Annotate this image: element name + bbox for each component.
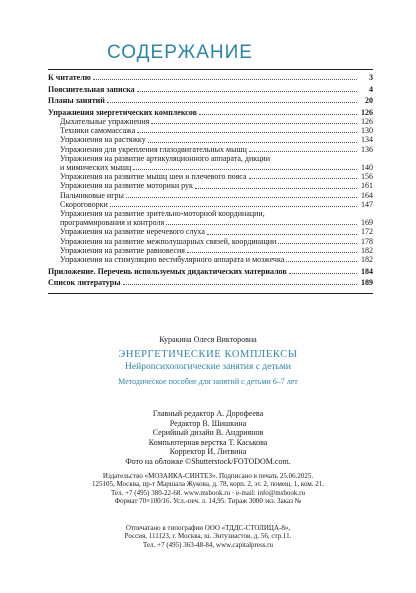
toc-section <box>48 73 373 82</box>
toc-leader-dots <box>249 150 357 152</box>
toc-label: Упражнения энергетических комплексов <box>48 107 197 117</box>
toc-section <box>48 85 373 94</box>
table-of-contents <box>48 73 373 287</box>
credit-line: Корректор И. Литвина <box>169 447 247 457</box>
credit-line: Серийный дизайн В. Андриянов <box>152 428 264 438</box>
credit-line: Редактор В. Шишкина <box>169 418 247 428</box>
printer-line: Тел. +7 (495) 363-48-84, www.capitalpress.ru <box>143 540 273 549</box>
toc-entry <box>48 126 373 135</box>
toc-label: Список литературы <box>48 278 121 288</box>
toc-page-number: 140 <box>361 163 373 172</box>
toc-label: Приложение. Перечень используемых дидактических материалов <box>48 266 287 276</box>
top-rule <box>48 69 373 70</box>
printer-block <box>0 524 416 549</box>
toc-label: Планы занятий <box>48 96 105 106</box>
book-description: Методическое пособие для занятий с детьми 6–7 лет <box>118 377 298 386</box>
toc-leader-dots <box>123 283 358 285</box>
toc-label: Упражнения на развитие неречевого слуха <box>60 227 205 237</box>
toc-page-number: 4 <box>369 84 373 94</box>
toc-page-number: 178 <box>361 236 373 246</box>
toc-page-number: 3 <box>369 73 373 82</box>
toc-entry <box>48 154 373 163</box>
toc-leader-dots <box>187 251 357 253</box>
toc-label: Упражнения для укрепления глазодвигательных мышц <box>60 144 247 154</box>
toc-page-number: 189 <box>361 278 373 288</box>
toc-page-number: 182 <box>361 255 373 265</box>
toc-leader-dots <box>249 177 358 179</box>
toc-leader-dots <box>289 272 357 274</box>
toc-entry <box>48 200 373 209</box>
toc-entry <box>48 237 373 246</box>
toc-entry <box>48 117 373 126</box>
toc-page-number: 172 <box>361 227 373 237</box>
toc-leader-dots <box>148 141 357 143</box>
toc-entry <box>48 227 373 236</box>
toc-page-number: 126 <box>361 116 373 126</box>
toc-label: Пояснительная записка <box>48 84 135 94</box>
toc-page-number: 169 <box>361 218 373 228</box>
toc-label: Упражнения на развитие межполушарных связей, координации <box>60 236 277 246</box>
toc-leader-dots <box>126 196 357 198</box>
credits-block <box>0 409 416 467</box>
toc-label: Упражнения на развитие моторики рук <box>60 181 193 191</box>
toc-label: Упражнения на стимуляцию вестибулярного аппарата и мозжечка <box>60 255 285 265</box>
toc-label: Упражнения на развитие артикуляционного аппарата, дикции <box>60 153 270 163</box>
toc-entry <box>48 172 373 181</box>
toc-entry <box>48 191 373 200</box>
toc-leader-dots <box>110 205 357 207</box>
toc-page-number: 136 <box>361 144 373 154</box>
publisher-line: Издательство «МОЗАИКА-СИНТЕЗ». Подписано в печать 25.06.2025. <box>102 472 314 480</box>
toc-leader-dots <box>286 260 357 262</box>
toc-label: Упражнения на развитие равновесия <box>60 245 185 255</box>
toc-leader-dots <box>133 168 357 170</box>
toc-page-number: 156 <box>361 172 373 182</box>
toc-page-number: 184 <box>361 266 373 276</box>
book-title: ЭНЕРГЕТИЧЕСКИЕ КОМПЛЕКСЫ <box>118 349 298 360</box>
toc-label: Упражнения на развитие мышц шеи и плечевого пояса <box>60 172 247 182</box>
toc-page-number: 20 <box>365 96 373 106</box>
toc-label: Пальчиковые игры <box>60 190 124 200</box>
publisher-line: Тел. +7 (495) 380-22-68. www.msbook.ru · e-mail: info@msbook.ru <box>111 488 305 497</box>
toc-leader-dots <box>93 78 357 80</box>
credit-line: Главный редактор А. Дорофеева <box>152 409 264 418</box>
toc-leader-dots <box>199 113 357 115</box>
toc-label: программирования и контроля <box>60 218 165 228</box>
toc-section <box>48 96 373 105</box>
toc-entry <box>48 246 373 255</box>
toc-leader-dots <box>137 131 357 133</box>
toc-section <box>48 108 373 117</box>
toc-label: и мимических мышц <box>60 163 132 172</box>
credit-line: Компьютерная верстка Т. Каськова <box>148 437 268 447</box>
toc-entry <box>48 135 373 144</box>
toc-leader-dots <box>278 242 357 244</box>
toc-page-number: 147 <box>361 199 373 209</box>
toc-page-number: 126 <box>361 107 373 117</box>
printer-line: Отпечатано в типографии ООО «ТДДС-СТОЛИЦА-8», <box>125 524 291 532</box>
photo-credit: Фото на обложке ©Shutterstock/FOTODOM.com. <box>125 456 291 466</box>
toc-label: К читателю <box>48 73 91 82</box>
toc-leader-dots <box>207 233 357 235</box>
toc-page-number: 161 <box>361 181 373 191</box>
toc-leader-dots <box>195 187 357 189</box>
contents-heading: СОДЕРЖАНИЕ <box>107 42 253 63</box>
toc-section <box>48 278 373 287</box>
publisher-line: Формат 70×100/16. Усл.-печ. л. 14,95. Тираж 3000 экз. Заказ № <box>114 497 302 506</box>
book-subtitle: Нейропсихологические занятия с детьми <box>125 362 291 372</box>
toc-leader-dots <box>151 122 357 124</box>
toc-section <box>48 267 373 276</box>
toc-label: Дыхательные упражнения <box>60 116 150 126</box>
toc-label: Скороговорки <box>60 199 108 209</box>
toc-entry <box>48 218 373 227</box>
toc-page-number: 130 <box>361 126 373 136</box>
toc-page-number: 164 <box>361 190 373 200</box>
toc-entry <box>48 181 373 190</box>
toc-label: Упражнения на растяжку <box>60 135 146 145</box>
publisher-block <box>0 472 416 506</box>
publisher-line: 125105, Москва, пр-т Маршала Жукова, д. 78, корп. 2, эт. 2, помещ. 1, ком. 21. <box>92 480 324 489</box>
author-name: Куракина Олеся Викторовна <box>159 335 257 344</box>
toc-page-number: 134 <box>361 135 373 145</box>
toc-entry <box>48 163 373 172</box>
toc-entry <box>48 255 373 264</box>
toc-leader-dots <box>107 101 357 103</box>
toc-leader-dots <box>166 223 357 225</box>
toc-entry <box>48 145 373 154</box>
toc-leader-dots <box>137 90 357 92</box>
bottom-rule <box>48 293 373 294</box>
toc-page-number: 182 <box>361 245 373 255</box>
toc-entry <box>48 209 373 218</box>
printer-line: Россия, 111123, г. Москва, ш. Энтузиастов, д. 56, стр.11. <box>124 532 292 541</box>
toc-label: Упражнения на развитие зрительно-моторной координации, <box>60 209 265 219</box>
toc-label: Техники самомассажа <box>60 126 136 136</box>
